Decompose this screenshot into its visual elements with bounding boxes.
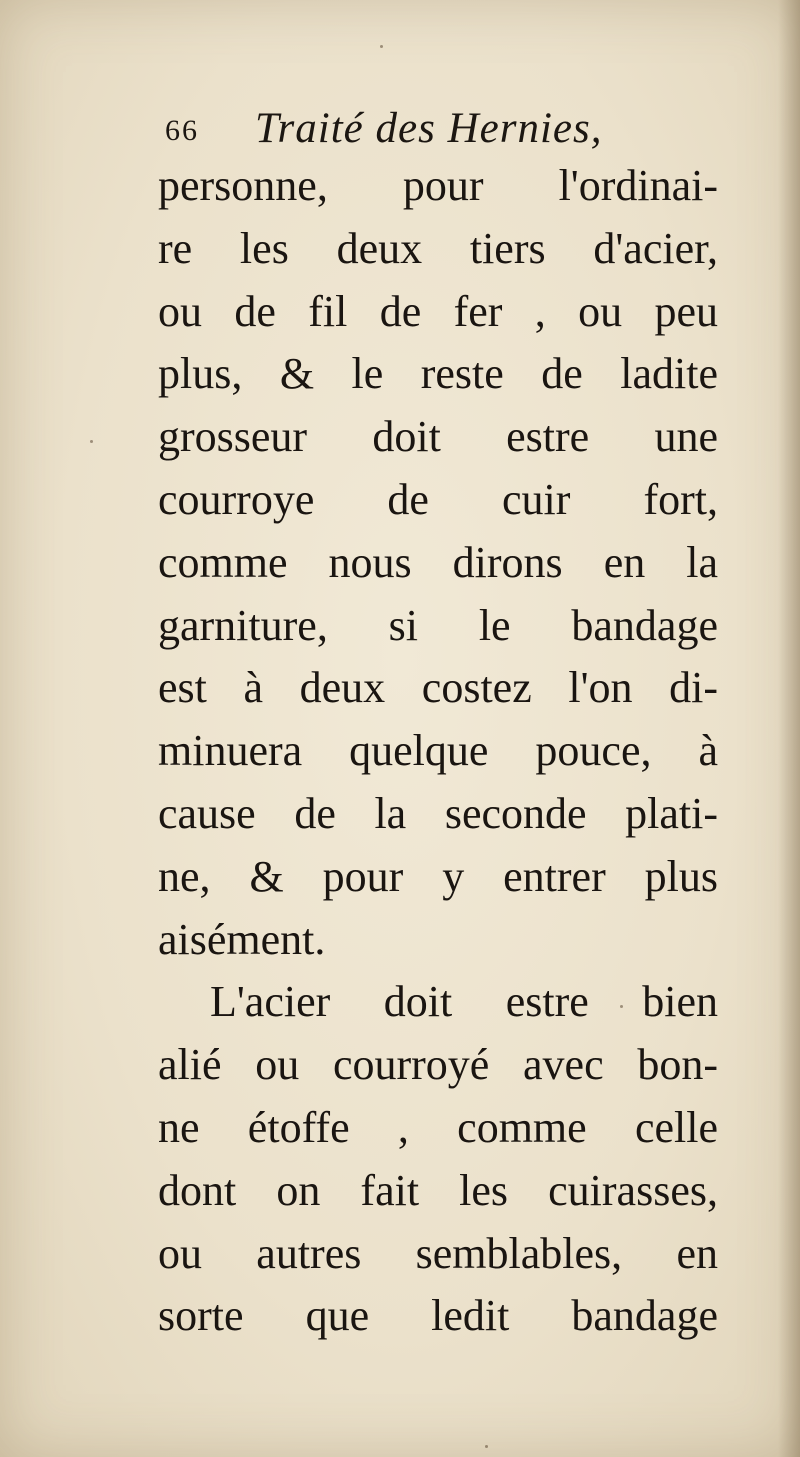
text-line: ne, & pour y entrer plus xyxy=(158,851,718,901)
text-line: alié ou courroyé avec bon- xyxy=(158,1040,718,1090)
text-line: L'acier doit estre bien xyxy=(210,977,718,1027)
text-line: re les deux tiers d'acier, xyxy=(158,223,718,273)
text-line: sorte que ledit bandage xyxy=(158,1291,718,1341)
text-line: garniture, si le bandage xyxy=(158,600,718,650)
text-line: dont on fait les cuirasses, xyxy=(158,1165,718,1215)
text-line: est à deux costez l'on di- xyxy=(158,663,718,713)
text-line: grosseur doit estre une xyxy=(158,412,718,462)
text-line: minuera quelque pouce, à xyxy=(158,726,718,776)
paper-speck xyxy=(485,1445,488,1448)
page-header xyxy=(165,100,725,160)
text-line: courroye de cuir fort, xyxy=(158,474,718,524)
paper-speck xyxy=(380,45,383,48)
text-line: ou autres semblables, en xyxy=(158,1228,718,1278)
text-line: cause de la seconde plati- xyxy=(158,788,718,838)
page-edge-shadow xyxy=(778,0,800,1457)
text-line: ne étoffe , comme celle xyxy=(158,1102,718,1152)
page-number: 66 xyxy=(165,114,199,147)
text-line: ou de fil de fer , ou peu xyxy=(158,286,718,336)
running-title: Traité des Hernies, xyxy=(255,105,603,152)
body-text xyxy=(158,155,718,1348)
paper-speck xyxy=(90,440,93,443)
text-line: aisément. xyxy=(158,914,326,964)
text-line: personne, pour l'ordinai- xyxy=(158,161,718,210)
text-line: plus, & le reste de ladite xyxy=(158,349,718,399)
text-line: comme nous dirons en la xyxy=(158,537,718,587)
